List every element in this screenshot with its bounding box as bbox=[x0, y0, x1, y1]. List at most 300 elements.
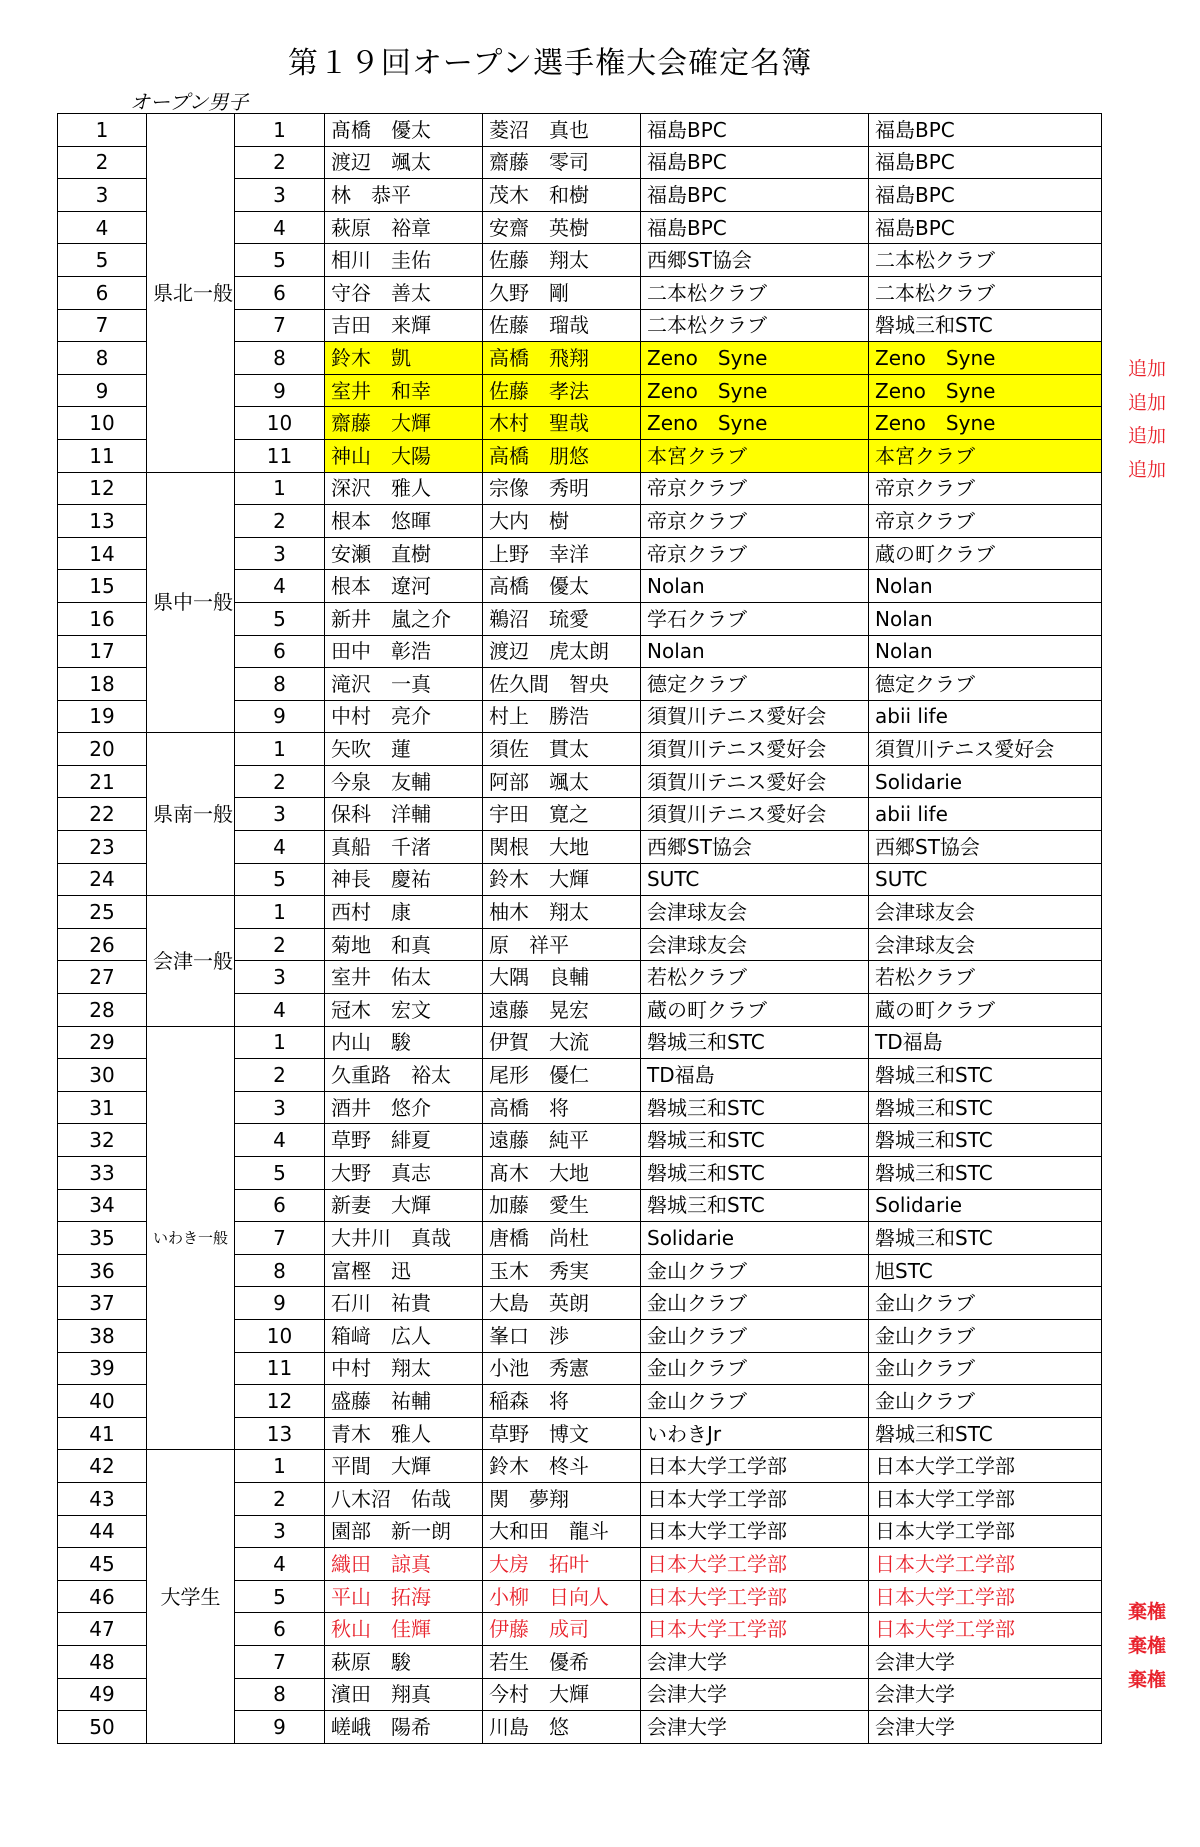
group-seed-number: 11 bbox=[235, 1352, 325, 1385]
group-seed-number: 1 bbox=[235, 1450, 325, 1483]
player-1-club: 金山クラブ bbox=[641, 1319, 869, 1352]
entry-number: 50 bbox=[58, 1711, 147, 1744]
entry-number: 22 bbox=[58, 798, 147, 831]
player-2-club: 蔵の町クラブ bbox=[869, 537, 1102, 570]
player-1-club: 二本松クラブ bbox=[641, 309, 869, 342]
group-label: 大学生 bbox=[147, 1450, 235, 1743]
player-1-name: 富樫 迅 bbox=[325, 1254, 483, 1287]
player-2-club: Nolan bbox=[869, 602, 1102, 635]
player-2-club: 福島BPC bbox=[869, 211, 1102, 244]
player-1-club: 蔵の町クラブ bbox=[641, 994, 869, 1027]
player-2-club: 磐城三和STC bbox=[869, 1124, 1102, 1157]
player-1-name: 青木 雅人 bbox=[325, 1417, 483, 1450]
withdrawn-note: 棄権 bbox=[1128, 1601, 1167, 1624]
group-seed-number: 8 bbox=[235, 342, 325, 375]
entry-number: 36 bbox=[58, 1254, 147, 1287]
player-1-club: 須賀川テニス愛好会 bbox=[641, 700, 869, 733]
player-1-name: 今泉 友輔 bbox=[325, 765, 483, 798]
player-2-club: Zeno Syne bbox=[869, 407, 1102, 440]
player-2-club: 磐城三和STC bbox=[869, 1417, 1102, 1450]
player-1-name: 萩原 裕章 bbox=[325, 211, 483, 244]
entry-number: 19 bbox=[58, 700, 147, 733]
player-2-club: 二本松クラブ bbox=[869, 276, 1102, 309]
player-2-club: Solidarie bbox=[869, 1189, 1102, 1222]
entry-number: 14 bbox=[58, 537, 147, 570]
entry-number: 16 bbox=[58, 602, 147, 635]
group-seed-number: 4 bbox=[235, 1548, 325, 1581]
player-2-name: 関根 大地 bbox=[483, 831, 641, 864]
player-2-name: 久野 剛 bbox=[483, 276, 641, 309]
entry-number: 43 bbox=[58, 1482, 147, 1515]
group-seed-number: 6 bbox=[235, 1613, 325, 1646]
group-seed-number: 11 bbox=[235, 439, 325, 472]
player-2-club: 金山クラブ bbox=[869, 1385, 1102, 1418]
player-1-club: 会津球友会 bbox=[641, 896, 869, 929]
player-1-club: 福島BPC bbox=[641, 211, 869, 244]
player-2-club: 福島BPC bbox=[869, 179, 1102, 212]
player-1-name: 相川 圭佑 bbox=[325, 244, 483, 277]
player-2-name: 安齋 英樹 bbox=[483, 211, 641, 244]
player-1-name: 真船 千渚 bbox=[325, 831, 483, 864]
player-1-club: 福島BPC bbox=[641, 179, 869, 212]
player-2-name: 小柳 日向人 bbox=[483, 1580, 641, 1613]
group-seed-number: 10 bbox=[235, 407, 325, 440]
player-2-name: 尾形 優仁 bbox=[483, 1059, 641, 1092]
entry-number: 20 bbox=[58, 733, 147, 766]
player-1-club: 若松クラブ bbox=[641, 961, 869, 994]
group-seed-number: 1 bbox=[235, 472, 325, 505]
player-1-club: 西郷ST協会 bbox=[641, 831, 869, 864]
player-1-name: 吉田 来輝 bbox=[325, 309, 483, 342]
table-row bbox=[58, 1026, 1102, 1059]
player-1-club: 磐城三和STC bbox=[641, 1157, 869, 1190]
player-1-name: 室井 和幸 bbox=[325, 374, 483, 407]
entry-number: 9 bbox=[58, 374, 147, 407]
player-2-name: 高橋 飛翔 bbox=[483, 342, 641, 375]
player-2-name: 茂木 和樹 bbox=[483, 179, 641, 212]
player-1-club: 磐城三和STC bbox=[641, 1124, 869, 1157]
player-1-club: SUTC bbox=[641, 863, 869, 896]
entry-number: 11 bbox=[58, 439, 147, 472]
player-2-name: 宇田 寛之 bbox=[483, 798, 641, 831]
group-seed-number: 9 bbox=[235, 374, 325, 407]
group-seed-number: 2 bbox=[235, 1482, 325, 1515]
player-1-club: 会津大学 bbox=[641, 1645, 869, 1678]
player-2-club: 須賀川テニス愛好会 bbox=[869, 733, 1102, 766]
entry-number: 26 bbox=[58, 928, 147, 961]
entry-number: 42 bbox=[58, 1450, 147, 1483]
entry-number: 5 bbox=[58, 244, 147, 277]
player-1-club: 会津球友会 bbox=[641, 928, 869, 961]
player-2-club: 磐城三和STC bbox=[869, 1222, 1102, 1255]
group-seed-number: 3 bbox=[235, 1515, 325, 1548]
player-2-club: 金山クラブ bbox=[869, 1352, 1102, 1385]
group-seed-number: 7 bbox=[235, 1645, 325, 1678]
player-1-club: Solidarie bbox=[641, 1222, 869, 1255]
player-1-club: 金山クラブ bbox=[641, 1385, 869, 1418]
player-1-club: 須賀川テニス愛好会 bbox=[641, 798, 869, 831]
player-1-name: 守谷 善太 bbox=[325, 276, 483, 309]
entry-number: 44 bbox=[58, 1515, 147, 1548]
player-1-club: 德定クラブ bbox=[641, 668, 869, 701]
player-1-club: 日本大学工学部 bbox=[641, 1515, 869, 1548]
group-seed-number: 5 bbox=[235, 602, 325, 635]
player-2-club: Nolan bbox=[869, 635, 1102, 668]
player-1-club: 磐城三和STC bbox=[641, 1091, 869, 1124]
entry-number: 3 bbox=[58, 179, 147, 212]
player-1-club: 福島BPC bbox=[641, 146, 869, 179]
player-2-name: 木村 聖哉 bbox=[483, 407, 641, 440]
player-1-name: 室井 佑太 bbox=[325, 961, 483, 994]
player-1-club: 学石クラブ bbox=[641, 602, 869, 635]
withdrawn-note: 棄権 bbox=[1128, 1668, 1167, 1691]
entry-number: 34 bbox=[58, 1189, 147, 1222]
player-2-name: 鈴木 大輝 bbox=[483, 863, 641, 896]
player-2-name: 髙木 大地 bbox=[483, 1157, 641, 1190]
group-label: 県中一般 bbox=[147, 472, 235, 733]
player-2-club: 磐城三和STC bbox=[869, 309, 1102, 342]
player-1-name: 髙橋 優太 bbox=[325, 114, 483, 147]
player-2-club: 福島BPC bbox=[869, 146, 1102, 179]
player-2-name: 鵜沼 琉愛 bbox=[483, 602, 641, 635]
player-2-name: 上野 幸洋 bbox=[483, 537, 641, 570]
player-1-club: Zeno Syne bbox=[641, 342, 869, 375]
player-1-name: 西村 康 bbox=[325, 896, 483, 929]
entry-number: 2 bbox=[58, 146, 147, 179]
entry-number: 41 bbox=[58, 1417, 147, 1450]
player-2-club: 帝京クラブ bbox=[869, 472, 1102, 505]
player-1-club: 磐城三和STC bbox=[641, 1026, 869, 1059]
entry-number: 15 bbox=[58, 570, 147, 603]
entry-number: 6 bbox=[58, 276, 147, 309]
player-1-name: 新井 嵐之介 bbox=[325, 602, 483, 635]
player-2-name: 佐久間 智央 bbox=[483, 668, 641, 701]
player-1-name: 織田 諒真 bbox=[325, 1548, 483, 1581]
player-1-name: 矢吹 蓮 bbox=[325, 733, 483, 766]
player-1-name: 林 恭平 bbox=[325, 179, 483, 212]
entry-number: 1 bbox=[58, 114, 147, 147]
player-2-club: 磐城三和STC bbox=[869, 1091, 1102, 1124]
player-1-club: 会津大学 bbox=[641, 1678, 869, 1711]
player-2-club: Zeno Syne bbox=[869, 374, 1102, 407]
player-1-name: 神山 大陽 bbox=[325, 439, 483, 472]
added-note: 追加 bbox=[1128, 391, 1167, 414]
group-seed-number: 8 bbox=[235, 1678, 325, 1711]
player-1-name: 冠木 宏文 bbox=[325, 994, 483, 1027]
group-label: 会津一般 bbox=[147, 896, 235, 1026]
group-seed-number: 9 bbox=[235, 1711, 325, 1744]
player-1-name: 深沢 雅人 bbox=[325, 472, 483, 505]
page-title: 第１９回オープン選手権大会確定名簿 bbox=[287, 46, 813, 81]
group-seed-number: 4 bbox=[235, 570, 325, 603]
player-2-name: 須佐 貫太 bbox=[483, 733, 641, 766]
entry-number: 37 bbox=[58, 1287, 147, 1320]
group-label: いわき一般 bbox=[147, 1026, 235, 1450]
player-1-club: 帝京クラブ bbox=[641, 537, 869, 570]
player-2-club: 帝京クラブ bbox=[869, 505, 1102, 538]
group-seed-number: 13 bbox=[235, 1417, 325, 1450]
player-2-name: 玉木 秀実 bbox=[483, 1254, 641, 1287]
player-2-name: 佐藤 翔太 bbox=[483, 244, 641, 277]
player-2-club: 会津球友会 bbox=[869, 928, 1102, 961]
group-seed-number: 4 bbox=[235, 831, 325, 864]
entry-number: 35 bbox=[58, 1222, 147, 1255]
entry-number: 40 bbox=[58, 1385, 147, 1418]
group-label: 県北一般 bbox=[147, 114, 235, 473]
player-1-name: 鈴木 凱 bbox=[325, 342, 483, 375]
group-seed-number: 8 bbox=[235, 668, 325, 701]
table-row bbox=[58, 896, 1102, 929]
player-2-name: 若生 優希 bbox=[483, 1645, 641, 1678]
player-1-club: Zeno Syne bbox=[641, 374, 869, 407]
group-seed-number: 2 bbox=[235, 928, 325, 961]
group-seed-number: 1 bbox=[235, 1026, 325, 1059]
player-2-club: 西郷ST協会 bbox=[869, 831, 1102, 864]
player-1-name: 大井川 真哉 bbox=[325, 1222, 483, 1255]
group-seed-number: 5 bbox=[235, 244, 325, 277]
player-2-club: Zeno Syne bbox=[869, 342, 1102, 375]
player-1-name: 平間 大輝 bbox=[325, 1450, 483, 1483]
player-2-name: 佐藤 孝法 bbox=[483, 374, 641, 407]
player-1-club: 金山クラブ bbox=[641, 1352, 869, 1385]
player-1-club: 日本大学工学部 bbox=[641, 1482, 869, 1515]
group-seed-number: 3 bbox=[235, 537, 325, 570]
entry-number: 31 bbox=[58, 1091, 147, 1124]
table-row bbox=[58, 733, 1102, 766]
roster-table bbox=[57, 113, 1102, 1744]
player-2-name: 大内 樹 bbox=[483, 505, 641, 538]
player-2-club: 磐城三和STC bbox=[869, 1157, 1102, 1190]
player-1-name: 八木沼 佑哉 bbox=[325, 1482, 483, 1515]
player-1-name: 濱田 翔真 bbox=[325, 1678, 483, 1711]
player-2-name: 柚木 翔太 bbox=[483, 896, 641, 929]
player-2-club: 日本大学工学部 bbox=[869, 1482, 1102, 1515]
player-1-club: 日本大学工学部 bbox=[641, 1450, 869, 1483]
group-seed-number: 2 bbox=[235, 1059, 325, 1092]
player-1-name: 保科 洋輔 bbox=[325, 798, 483, 831]
player-2-name: 稲森 将 bbox=[483, 1385, 641, 1418]
entry-number: 29 bbox=[58, 1026, 147, 1059]
group-seed-number: 5 bbox=[235, 1580, 325, 1613]
player-2-club: 日本大学工学部 bbox=[869, 1515, 1102, 1548]
player-1-name: 田中 彰浩 bbox=[325, 635, 483, 668]
player-2-name: 高橋 朋悠 bbox=[483, 439, 641, 472]
group-seed-number: 5 bbox=[235, 863, 325, 896]
added-note: 追加 bbox=[1128, 459, 1167, 481]
group-seed-number: 3 bbox=[235, 961, 325, 994]
player-2-name: 菱沼 真也 bbox=[483, 114, 641, 147]
player-2-club: 若松クラブ bbox=[869, 961, 1102, 994]
entry-number: 25 bbox=[58, 896, 147, 929]
player-2-club: 会津球友会 bbox=[869, 896, 1102, 929]
entry-number: 12 bbox=[58, 472, 147, 505]
player-1-name: 根本 悠暉 bbox=[325, 505, 483, 538]
player-2-club: 磐城三和STC bbox=[869, 1059, 1102, 1092]
group-seed-number: 9 bbox=[235, 1287, 325, 1320]
group-seed-number: 8 bbox=[235, 1254, 325, 1287]
player-1-name: 中村 亮介 bbox=[325, 700, 483, 733]
player-1-club: 磐城三和STC bbox=[641, 1189, 869, 1222]
withdrawn-note: 棄権 bbox=[1128, 1635, 1167, 1657]
player-2-club: 日本大学工学部 bbox=[869, 1580, 1102, 1613]
player-1-name: 渡辺 颯太 bbox=[325, 146, 483, 179]
player-2-name: 佐藤 瑠哉 bbox=[483, 309, 641, 342]
player-2-name: 伊藤 成司 bbox=[483, 1613, 641, 1646]
player-1-name: 箱﨑 広人 bbox=[325, 1319, 483, 1352]
player-1-name: 秋山 佳輝 bbox=[325, 1613, 483, 1646]
group-seed-number: 3 bbox=[235, 1091, 325, 1124]
group-seed-number: 4 bbox=[235, 994, 325, 1027]
group-seed-number: 2 bbox=[235, 505, 325, 538]
entry-number: 38 bbox=[58, 1319, 147, 1352]
player-1-name: 中村 翔太 bbox=[325, 1352, 483, 1385]
player-2-club: abii life bbox=[869, 700, 1102, 733]
roster-body bbox=[58, 114, 1102, 1744]
player-2-club: Solidarie bbox=[869, 765, 1102, 798]
player-2-club: 会津大学 bbox=[869, 1678, 1102, 1711]
entry-number: 23 bbox=[58, 831, 147, 864]
entry-number: 33 bbox=[58, 1157, 147, 1190]
player-2-name: 宗像 秀明 bbox=[483, 472, 641, 505]
player-2-club: TD福島 bbox=[869, 1026, 1102, 1059]
player-2-name: 伊賀 大流 bbox=[483, 1026, 641, 1059]
entry-number: 45 bbox=[58, 1548, 147, 1581]
player-1-club: いわきJr bbox=[641, 1417, 869, 1450]
player-1-name: 園部 新一朗 bbox=[325, 1515, 483, 1548]
player-1-name: 平山 拓海 bbox=[325, 1580, 483, 1613]
player-2-name: 齋藤 零司 bbox=[483, 146, 641, 179]
player-1-name: 酒井 悠介 bbox=[325, 1091, 483, 1124]
player-2-name: 遠藤 純平 bbox=[483, 1124, 641, 1157]
player-1-club: Nolan bbox=[641, 635, 869, 668]
player-1-club: 金山クラブ bbox=[641, 1287, 869, 1320]
player-1-name: 石川 祐貴 bbox=[325, 1287, 483, 1320]
entry-number: 32 bbox=[58, 1124, 147, 1157]
entry-number: 48 bbox=[58, 1645, 147, 1678]
player-2-club: 日本大学工学部 bbox=[869, 1548, 1102, 1581]
player-1-name: 嵯峨 陽希 bbox=[325, 1711, 483, 1744]
group-seed-number: 3 bbox=[235, 179, 325, 212]
player-1-club: 帝京クラブ bbox=[641, 472, 869, 505]
group-seed-number: 7 bbox=[235, 309, 325, 342]
player-2-name: 鈴木 柊斗 bbox=[483, 1450, 641, 1483]
player-1-name: 盛藤 祐輔 bbox=[325, 1385, 483, 1418]
player-1-club: Nolan bbox=[641, 570, 869, 603]
player-1-club: 日本大学工学部 bbox=[641, 1613, 869, 1646]
player-1-club: 須賀川テニス愛好会 bbox=[641, 765, 869, 798]
player-2-club: 日本大学工学部 bbox=[869, 1450, 1102, 1483]
player-2-club: 会津大学 bbox=[869, 1645, 1102, 1678]
entry-number: 39 bbox=[58, 1352, 147, 1385]
player-1-club: 金山クラブ bbox=[641, 1254, 869, 1287]
player-1-club: 日本大学工学部 bbox=[641, 1548, 869, 1581]
player-2-club: 金山クラブ bbox=[869, 1287, 1102, 1320]
player-1-name: 神長 慶祐 bbox=[325, 863, 483, 896]
entry-number: 18 bbox=[58, 668, 147, 701]
player-2-name: 今村 大輝 bbox=[483, 1678, 641, 1711]
group-seed-number: 6 bbox=[235, 1189, 325, 1222]
player-1-name: 新妻 大輝 bbox=[325, 1189, 483, 1222]
player-1-name: 根本 遼河 bbox=[325, 570, 483, 603]
player-2-club: 二本松クラブ bbox=[869, 244, 1102, 277]
entry-number: 4 bbox=[58, 211, 147, 244]
player-2-club: 会津大学 bbox=[869, 1711, 1102, 1744]
group-seed-number: 3 bbox=[235, 798, 325, 831]
player-2-club: 本宮クラブ bbox=[869, 439, 1102, 472]
added-note: 追加 bbox=[1128, 425, 1167, 448]
player-2-name: 高橋 将 bbox=[483, 1091, 641, 1124]
entry-number: 49 bbox=[58, 1678, 147, 1711]
group-seed-number: 1 bbox=[235, 733, 325, 766]
player-1-club: 本宮クラブ bbox=[641, 439, 869, 472]
player-1-name: 内山 駿 bbox=[325, 1026, 483, 1059]
entry-number: 47 bbox=[58, 1613, 147, 1646]
player-2-club: 旭STC bbox=[869, 1254, 1102, 1287]
group-seed-number: 5 bbox=[235, 1157, 325, 1190]
player-1-club: 二本松クラブ bbox=[641, 276, 869, 309]
player-2-club: Nolan bbox=[869, 570, 1102, 603]
player-2-name: 阿部 颯太 bbox=[483, 765, 641, 798]
player-1-name: 滝沢 一真 bbox=[325, 668, 483, 701]
player-1-club: 帝京クラブ bbox=[641, 505, 869, 538]
group-seed-number: 4 bbox=[235, 1124, 325, 1157]
group-label: 県南一般 bbox=[147, 733, 235, 896]
entry-number: 30 bbox=[58, 1059, 147, 1092]
player-1-club: TD福島 bbox=[641, 1059, 869, 1092]
entry-number: 13 bbox=[58, 505, 147, 538]
entry-number: 10 bbox=[58, 407, 147, 440]
player-1-name: 菊地 和真 bbox=[325, 928, 483, 961]
table-row bbox=[58, 472, 1102, 505]
entry-number: 7 bbox=[58, 309, 147, 342]
group-seed-number: 12 bbox=[235, 1385, 325, 1418]
player-2-name: 草野 博文 bbox=[483, 1417, 641, 1450]
player-2-club: abii life bbox=[869, 798, 1102, 831]
entry-number: 8 bbox=[58, 342, 147, 375]
player-2-name: 唐橋 尚杜 bbox=[483, 1222, 641, 1255]
group-seed-number: 2 bbox=[235, 146, 325, 179]
player-2-name: 峯口 渉 bbox=[483, 1319, 641, 1352]
group-seed-number: 4 bbox=[235, 211, 325, 244]
player-1-club: Zeno Syne bbox=[641, 407, 869, 440]
player-1-name: 安瀬 直樹 bbox=[325, 537, 483, 570]
player-2-name: 大房 拓叶 bbox=[483, 1548, 641, 1581]
player-2-name: 渡辺 虎太朗 bbox=[483, 635, 641, 668]
player-2-club: 福島BPC bbox=[869, 114, 1102, 147]
table-row bbox=[58, 1450, 1102, 1483]
player-2-club: SUTC bbox=[869, 863, 1102, 896]
entry-number: 24 bbox=[58, 863, 147, 896]
player-2-name: 遠藤 晃宏 bbox=[483, 994, 641, 1027]
player-1-name: 草野 緋夏 bbox=[325, 1124, 483, 1157]
player-1-name: 萩原 駿 bbox=[325, 1645, 483, 1678]
group-seed-number: 6 bbox=[235, 635, 325, 668]
player-1-club: 須賀川テニス愛好会 bbox=[641, 733, 869, 766]
player-2-club: 金山クラブ bbox=[869, 1319, 1102, 1352]
player-2-name: 関 夢翔 bbox=[483, 1482, 641, 1515]
group-seed-number: 1 bbox=[235, 896, 325, 929]
player-2-club: 蔵の町クラブ bbox=[869, 994, 1102, 1027]
group-seed-number: 2 bbox=[235, 765, 325, 798]
group-seed-number: 1 bbox=[235, 114, 325, 147]
group-seed-number: 6 bbox=[235, 276, 325, 309]
entry-number: 27 bbox=[58, 961, 147, 994]
player-1-club: 会津大学 bbox=[641, 1711, 869, 1744]
category-label: オープン男子 bbox=[130, 90, 249, 114]
player-2-name: 加藤 愛生 bbox=[483, 1189, 641, 1222]
player-1-name: 久重路 裕太 bbox=[325, 1059, 483, 1092]
player-2-name: 大和田 龍斗 bbox=[483, 1515, 641, 1548]
